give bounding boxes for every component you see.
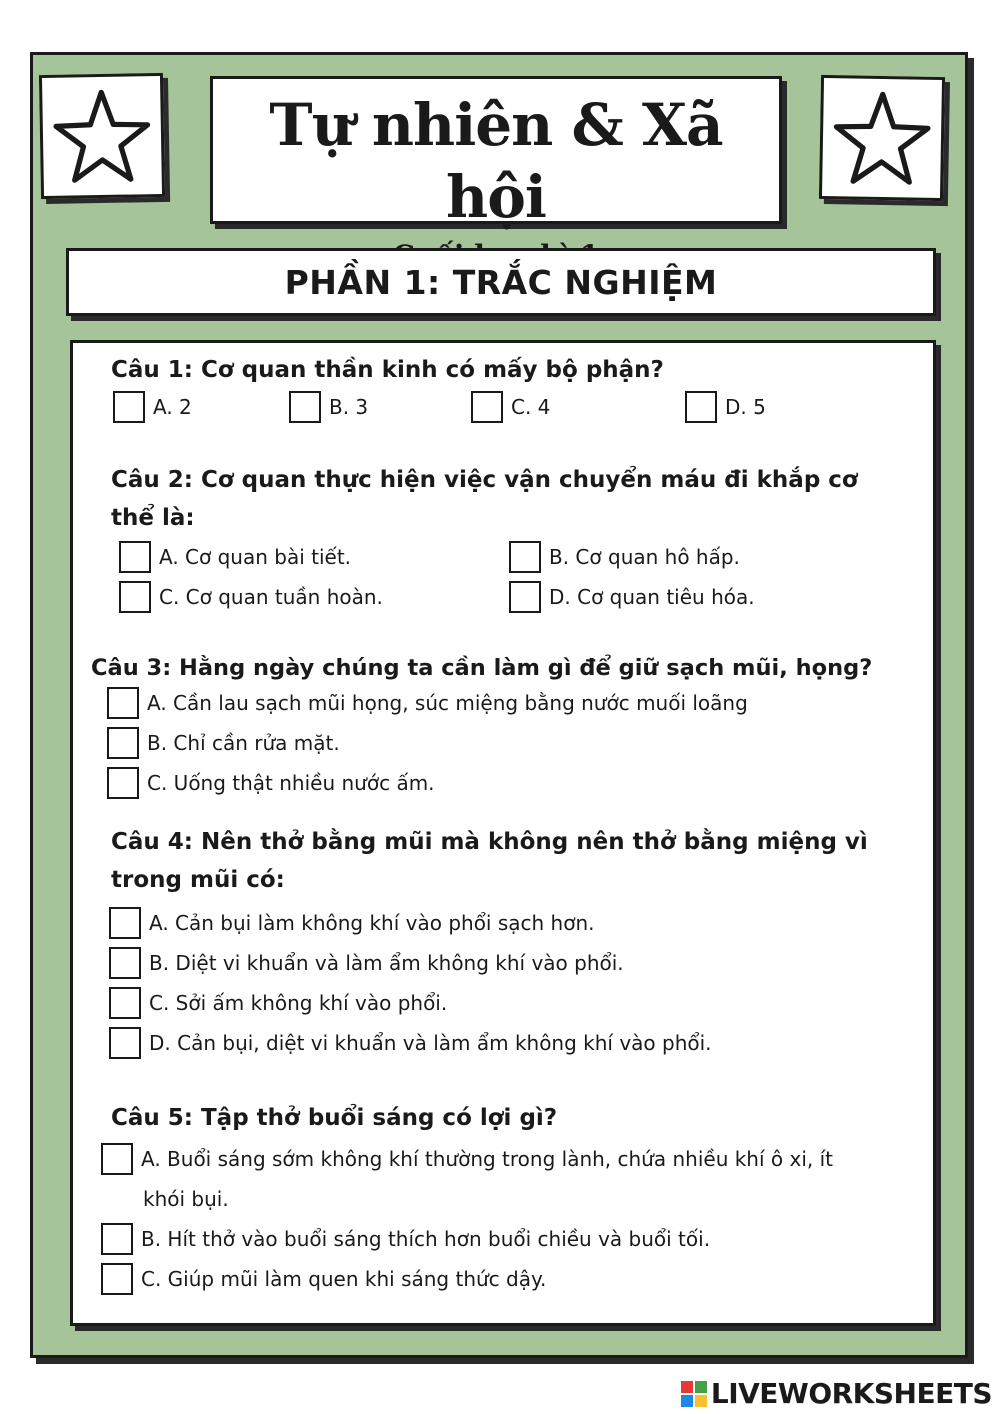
watermark-text: LIVEWORKSHEETS xyxy=(710,1377,992,1410)
q4-option-b[interactable] xyxy=(109,947,624,979)
q4-option-a-checkbox[interactable] xyxy=(109,907,141,939)
q2-option-d[interactable] xyxy=(509,581,755,613)
q1-option-d-checkbox[interactable] xyxy=(685,391,717,423)
q3-option-a[interactable] xyxy=(107,687,748,719)
q3-option-b-label: B. Chỉ cần rửa mặt. xyxy=(147,731,340,755)
q1-option-a-label: A. 2 xyxy=(153,395,192,419)
title-box xyxy=(210,76,782,231)
q1-option-a[interactable] xyxy=(113,391,192,423)
star-icon xyxy=(829,87,935,189)
q5-option-a-label: A. Buổi sáng sớm không khí thường trong lành, chứa nhiều khí ô xi, ít xyxy=(141,1147,833,1171)
q4-option-d-label: D. Cản bụi, diệt vi khuẩn và làm ẩm không khí vào phổi. xyxy=(149,1031,712,1055)
q5-option-a[interactable] xyxy=(101,1143,833,1175)
q4-option-d[interactable] xyxy=(109,1027,712,1059)
q3-option-a-checkbox[interactable] xyxy=(107,687,139,719)
q5-option-a-checkbox[interactable] xyxy=(101,1143,133,1175)
liveworksheets-watermark xyxy=(681,1377,992,1410)
q4-option-b-label: B. Diệt vi khuẩn và làm ẩm không khí vào phổi. xyxy=(149,951,624,975)
q2-option-b[interactable] xyxy=(509,541,740,573)
q2-option-b-label: B. Cơ quan hô hấp. xyxy=(549,545,740,569)
question-2-line-2: thể là: xyxy=(111,505,195,531)
q3-option-c[interactable] xyxy=(107,767,435,799)
q5-option-c-label: C. Giúp mũi làm quen khi sáng thức dậy. xyxy=(141,1267,547,1291)
q1-option-a-checkbox[interactable] xyxy=(113,391,145,423)
section-header xyxy=(66,248,936,316)
q4-option-c[interactable] xyxy=(109,987,447,1019)
q5-option-c-checkbox[interactable] xyxy=(101,1263,133,1295)
q3-option-c-checkbox[interactable] xyxy=(107,767,139,799)
q3-option-a-label: A. Cần lau sạch mũi họng, súc miệng bằng nước muối loãng xyxy=(147,691,748,715)
q4-option-b-checkbox[interactable] xyxy=(109,947,141,979)
page-title: Tự nhiên & Xã hội xyxy=(269,91,723,231)
q2-option-c-label: C. Cơ quan tuần hoàn. xyxy=(159,585,383,609)
questions-box xyxy=(70,340,936,1326)
q4-option-a-label: A. Cản bụi làm không khí vào phổi sạch hơn. xyxy=(149,911,595,935)
q4-option-c-label: C. Sởi ấm không khí vào phổi. xyxy=(149,991,448,1015)
q2-option-a[interactable] xyxy=(119,541,351,573)
liveworksheets-logo-icon xyxy=(681,1381,707,1407)
q2-option-c[interactable] xyxy=(119,581,383,613)
q3-option-c-label: C. Uống thật nhiều nước ấm. xyxy=(147,771,435,795)
q5-option-b[interactable] xyxy=(101,1223,710,1255)
question-2-line-1: Câu 2: Cơ quan thực hiện việc vận chuyển máu đi khắp cơ xyxy=(111,467,858,493)
question-4-line-1: Câu 4: Nên thở bằng mũi mà không nên thở bằng miệng vì xyxy=(111,829,868,855)
q1-option-c[interactable] xyxy=(471,391,550,423)
q2-option-d-checkbox[interactable] xyxy=(509,581,541,613)
star-box-right xyxy=(819,75,945,201)
question-5: Câu 5: Tập thở buổi sáng có lợi gì? xyxy=(111,1105,558,1131)
q2-option-a-checkbox[interactable] xyxy=(119,541,151,573)
q5-option-b-label: B. Hít thở vào buổi sáng thích hơn buổi chiều và buổi tối. xyxy=(141,1227,711,1251)
question-1: Câu 1: Cơ quan thần kinh có mấy bộ phận? xyxy=(111,357,664,383)
q1-option-d[interactable] xyxy=(685,391,766,423)
star-icon xyxy=(49,85,155,187)
q1-option-b-checkbox[interactable] xyxy=(289,391,321,423)
section-title: PHẦN 1: TRẮC NGHIỆM xyxy=(284,262,718,302)
q2-option-d-label: D. Cơ quan tiêu hóa. xyxy=(549,585,755,609)
star-box-left xyxy=(39,73,165,199)
question-3: Câu 3: Hằng ngày chúng ta cần làm gì để giữ sạch mũi, họng? xyxy=(91,655,873,681)
q1-option-d-label: D. 5 xyxy=(725,395,766,419)
q4-option-c-checkbox[interactable] xyxy=(109,987,141,1019)
question-4-line-2: trong mũi có: xyxy=(111,867,285,893)
q1-option-b[interactable] xyxy=(289,391,368,423)
q5-option-b-checkbox[interactable] xyxy=(101,1223,133,1255)
q3-option-b-checkbox[interactable] xyxy=(107,727,139,759)
q5-option-c[interactable] xyxy=(101,1263,546,1295)
q3-option-b[interactable] xyxy=(107,727,340,759)
q1-option-b-label: B. 3 xyxy=(329,395,369,419)
q4-option-a[interactable] xyxy=(109,907,595,939)
q2-option-c-checkbox[interactable] xyxy=(119,581,151,613)
q2-option-a-label: A. Cơ quan bài tiết. xyxy=(159,545,352,569)
q5-option-a-continued: khói bụi. xyxy=(143,1187,229,1211)
q1-option-c-label: C. 4 xyxy=(511,395,551,419)
q1-option-c-checkbox[interactable] xyxy=(471,391,503,423)
q4-option-d-checkbox[interactable] xyxy=(109,1027,141,1059)
q2-option-b-checkbox[interactable] xyxy=(509,541,541,573)
